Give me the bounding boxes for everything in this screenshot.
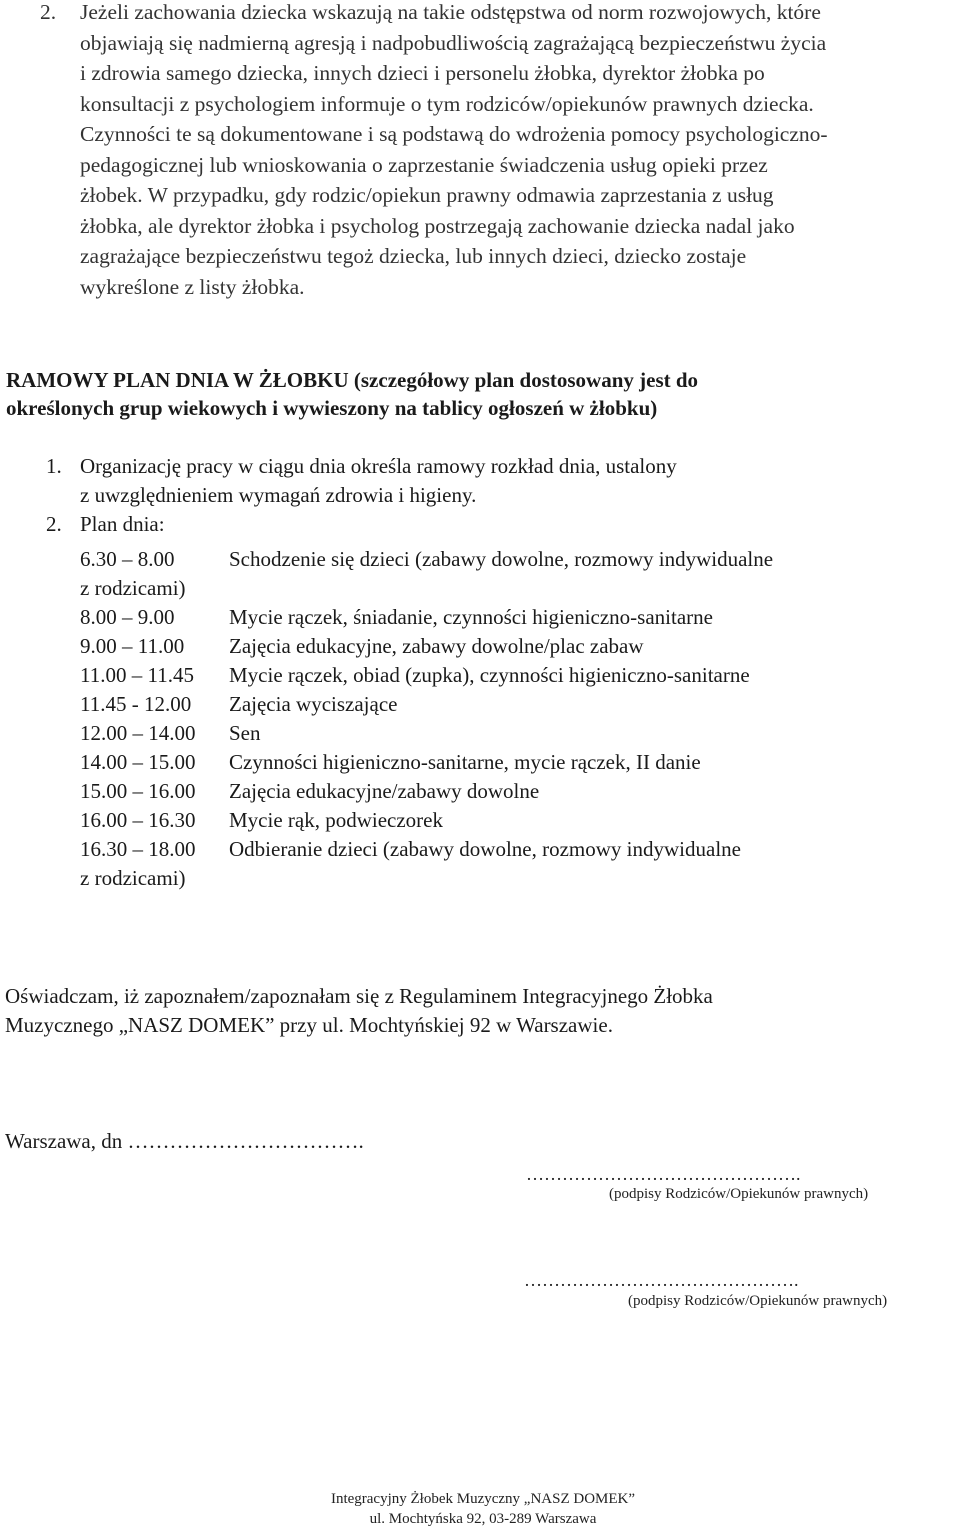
paragraph-line: żłobek. W przypadku, gdy rodzic/opiekun prawny odmawia zaprzestania z usług: [80, 183, 774, 207]
schedule-time: 15.00 – 16.00: [80, 779, 196, 803]
plan-item-1-number: 1.: [46, 454, 62, 478]
paragraph-line: pedagogicznej lub wnioskowania o zaprzestanie świadczenia usług opieki przez: [80, 152, 768, 177]
schedule-activity: Mycie rączek, śniadanie, czynności higieniczno-sanitarne: [229, 605, 713, 629]
item-2-paragraph: [0, 0, 960, 302]
schedule-time: 16.00 – 16.30: [80, 808, 196, 832]
heading-line-2: określonych grup wiekowych i wywieszony na tablicy ogłoszeń w żłobku): [6, 396, 658, 420]
signature-dots-2: ……………………………………….: [524, 1270, 799, 1290]
paragraph-line: objawiają się nadmierną agresją i nadpobudliwością zagrażającą bezpieczeństwu życia: [80, 30, 827, 55]
declaration-line-1: Oświadczam, iż zapoznałem/zapoznałam się z Regulaminem Integracyjnego Żłobka: [5, 984, 713, 1008]
schedule-activity: Sen: [229, 721, 261, 745]
heading-line-1: RAMOWY PLAN DNIA W ŻŁOBKU (szczegółowy plan dostosowany jest do: [6, 368, 699, 392]
signature-dots-1: ……………………………………….: [526, 1164, 801, 1184]
place-date-line: Warszawa, dn …………………………….: [5, 1129, 364, 1153]
section-heading: [6, 366, 698, 422]
item-2-number: 2.: [40, 0, 57, 24]
paragraph-line: wykreślone z listy żłobka.: [80, 274, 305, 299]
signature-label-1: (podpisy Rodziców/Opiekunów prawnych): [609, 1186, 869, 1202]
schedule-time: 14.00 – 15.00: [80, 750, 196, 774]
schedule-activity: Zajęcia edukacyjne, zabawy dowolne/plac zabaw: [229, 634, 644, 658]
paragraph-line: żłobka, ale dyrektor żłobka i psycholog postrzegają zachowanie dziecka nadal jako: [80, 213, 795, 238]
schedule-time: 11.00 – 11.45: [80, 663, 194, 687]
schedule-time: 6.30 – 8.00: [80, 547, 175, 571]
schedule-activity: Zajęcia wyciszające: [229, 692, 398, 716]
paragraph-line: konsultacji z psychologiem informuje o tym rodziców/opiekunów prawnych dziecka.: [80, 91, 814, 116]
schedule-time: 11.45 - 12.00: [80, 692, 192, 716]
schedule-activity: Zajęcia edukacyjne/zabawy dowolne: [229, 779, 540, 803]
schedule-time: z rodzicami): [80, 866, 186, 890]
schedule-activity: Schodzenie się dzieci (zabawy dowolne, rozmowy indywidualne: [229, 547, 774, 571]
schedule-activity: Mycie rączek, obiad (zupka), czynności higieniczno-sanitarne: [229, 663, 750, 687]
footer-line-1: Integracyjny Żłobek Muzyczny „NASZ DOMEK”: [330, 1491, 636, 1507]
schedule-activity: Mycie rąk, podwieczorek: [229, 808, 443, 832]
declaration-line-2: Muzycznego „NASZ DOMEK” przy ul. Mochtyńskiej 92 w Warszawie.: [5, 1013, 613, 1037]
schedule-time: 16.30 – 18.00: [80, 837, 196, 861]
schedule-time: z rodzicami): [80, 576, 186, 600]
paragraph-line: Czynności te są dokumentowane i są podstawą do wdrożenia pomocy psychologiczno-: [80, 122, 828, 146]
paragraph-line: zagrażające bezpieczeństwu tegoż dziecka, lub innych dzieci, dziecko zostaje: [80, 244, 747, 268]
declaration: [5, 982, 713, 1040]
plan-item-2-label: Plan dnia:: [80, 512, 165, 536]
signature-label-2: (podpisy Rodziców/Opiekunów prawnych): [628, 1293, 888, 1309]
schedule-activity: Odbieranie dzieci (zabawy dowolne, rozmowy indywidualne: [229, 837, 741, 861]
plan-item-2-number: 2.: [46, 512, 62, 536]
schedule-time: 8.00 – 9.00: [80, 605, 175, 629]
paragraph-line: Jeżeli zachowania dziecka wskazują na takie odstępstwa od norm rozwojowych, które: [80, 0, 821, 24]
page-footer: [283, 1489, 683, 1529]
schedule-time: 9.00 – 11.00: [80, 634, 185, 658]
footer-line-2: ul. Mochtyńska 92, 03-289 Warszawa: [369, 1511, 597, 1527]
schedule-activity: Czynności higieniczno-sanitarne, mycie rączek, II danie: [229, 750, 701, 774]
paragraph-line: i zdrowia samego dziecka, innych dzieci i personelu żłobka, dyrektor żłobka po: [80, 61, 765, 85]
plan-item-1-line-2: z uwzględnieniem wymagań zdrowia i higieny.: [80, 483, 477, 507]
plan-item-1-line-1: Organizację pracy w ciągu dnia określa ramowy rozkład dnia, ustalony: [80, 454, 677, 478]
schedule-time: 12.00 – 14.00: [80, 721, 196, 745]
